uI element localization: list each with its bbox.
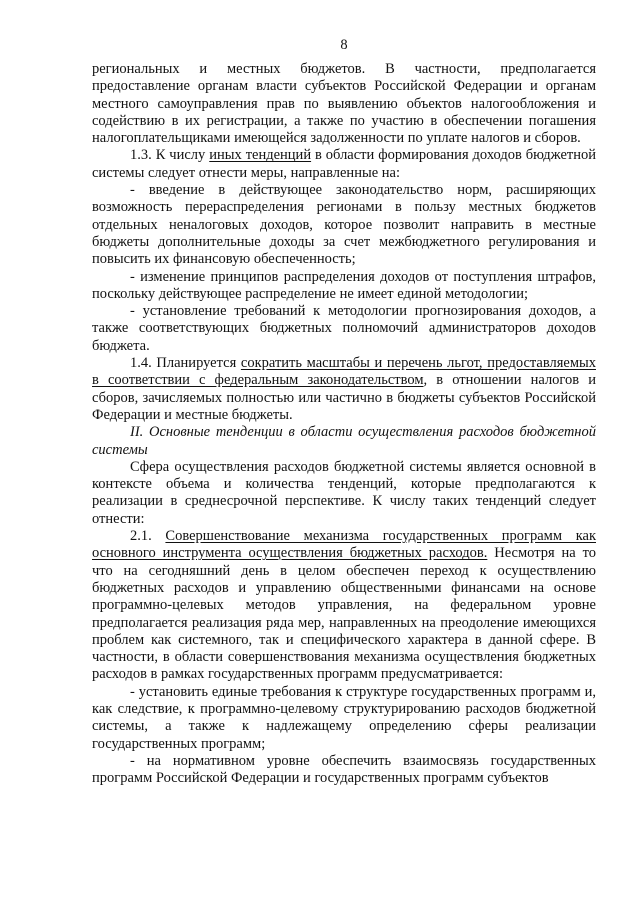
- text-segment: в области формирования доходов бюджетной системы следует отнести меры, направленные на:: [92, 147, 596, 181]
- list-item-fines-distribution: - изменение принципов распределения доходов от поступления штрафов, поскольку действующее распределение не имеет единой методологии;: [92, 268, 596, 302]
- text-segment: 1.4. Планируется: [130, 355, 241, 372]
- text-segment: 2.1.: [130, 528, 166, 545]
- underlined-text: Совершенствование механизма государственных программ как основного инструмента осуществления бюджетных расходов.: [92, 528, 596, 562]
- underlined-text: сократить масштабы и перечень льгот, предоставляемых в соответствии с федеральным законодательством: [92, 355, 596, 389]
- underlined-text: иных тенденций: [209, 147, 312, 164]
- paragraph-expenditure-sphere: Сфера осуществления расходов бюджетной системы является основной в контексте объема и количества тенденций, которые предполагаются к реализации в среднесрочной перспективе. К числу таких тенденций следует отнести:: [92, 458, 596, 527]
- list-item-forecasting-methodology: - установление требований к методологии прогнозирования доходов, а также соответствующих бюджетных полномочий администраторов доходов бюджета.: [92, 303, 596, 354]
- section-heading-ii: II. Основные тенденции в области осуществления расходов бюджетной системы: [92, 424, 596, 458]
- text-segment: Несмотря на то что на сегодняшний день в целом обеспечен переход к осуществлению бюджетных расходов и управлению общественными финансами на основе программно-целевых методов управления, на федеральном уровне предполагается реализация ряда мер, направленных на преодоление имеющихся проблем как системного, так и специфического характера в данной сфере. В частности, в области совершенствования механизма осуществления бюджетных расходов в рамках государственных программ предусматривается:: [92, 545, 597, 683]
- page-number: 8: [340, 37, 348, 53]
- text-segment: , в отношении налогов и сборов, зачисляемых полностью или частично в бюджеты субъектов Российской Федерации и местные бюджеты.: [92, 372, 596, 423]
- list-item-non-tax-revenues: - введение в действующее законодательство норм, расширяющих возможность перераспределения регионами в пользу местных бюджетов отдельных неналоговых доходов, которое позволит направить в местные бюджеты дополнительные доходы за счет межбюджетного регулирования и повысить их финансовую обеспеченность;: [92, 182, 596, 268]
- list-item-unified-requirements: - установить единые требования к структуре государственных программ и, как следствие, к программно-целевому структурированию расходов бюджетной системы, а также к надлежащему определению сферы реализации государственных программ;: [92, 683, 596, 752]
- text-segment: 1.3. К числу: [130, 147, 210, 164]
- paragraph-2-1: [92, 528, 596, 684]
- list-item-program-linkage: - на нормативном уровне обеспечить взаимосвязь государственных программ Российской Федерации и государственных программ субъектов: [92, 752, 596, 787]
- paragraph-1-4: [92, 355, 596, 424]
- paragraph-1-3: [92, 147, 596, 182]
- paragraph-regional-budgets: региональных и местных бюджетов. В частности, предполагается предоставление органам власти субъектов Российской Федерации и органам местного самоуправления прав по выявлению объектов налогообложения и содействию в их регистрации, а также по участию в обеспечении погашения налогоплательщиками имеющейся задолженности по уплате налогов и сборов.: [92, 61, 596, 147]
